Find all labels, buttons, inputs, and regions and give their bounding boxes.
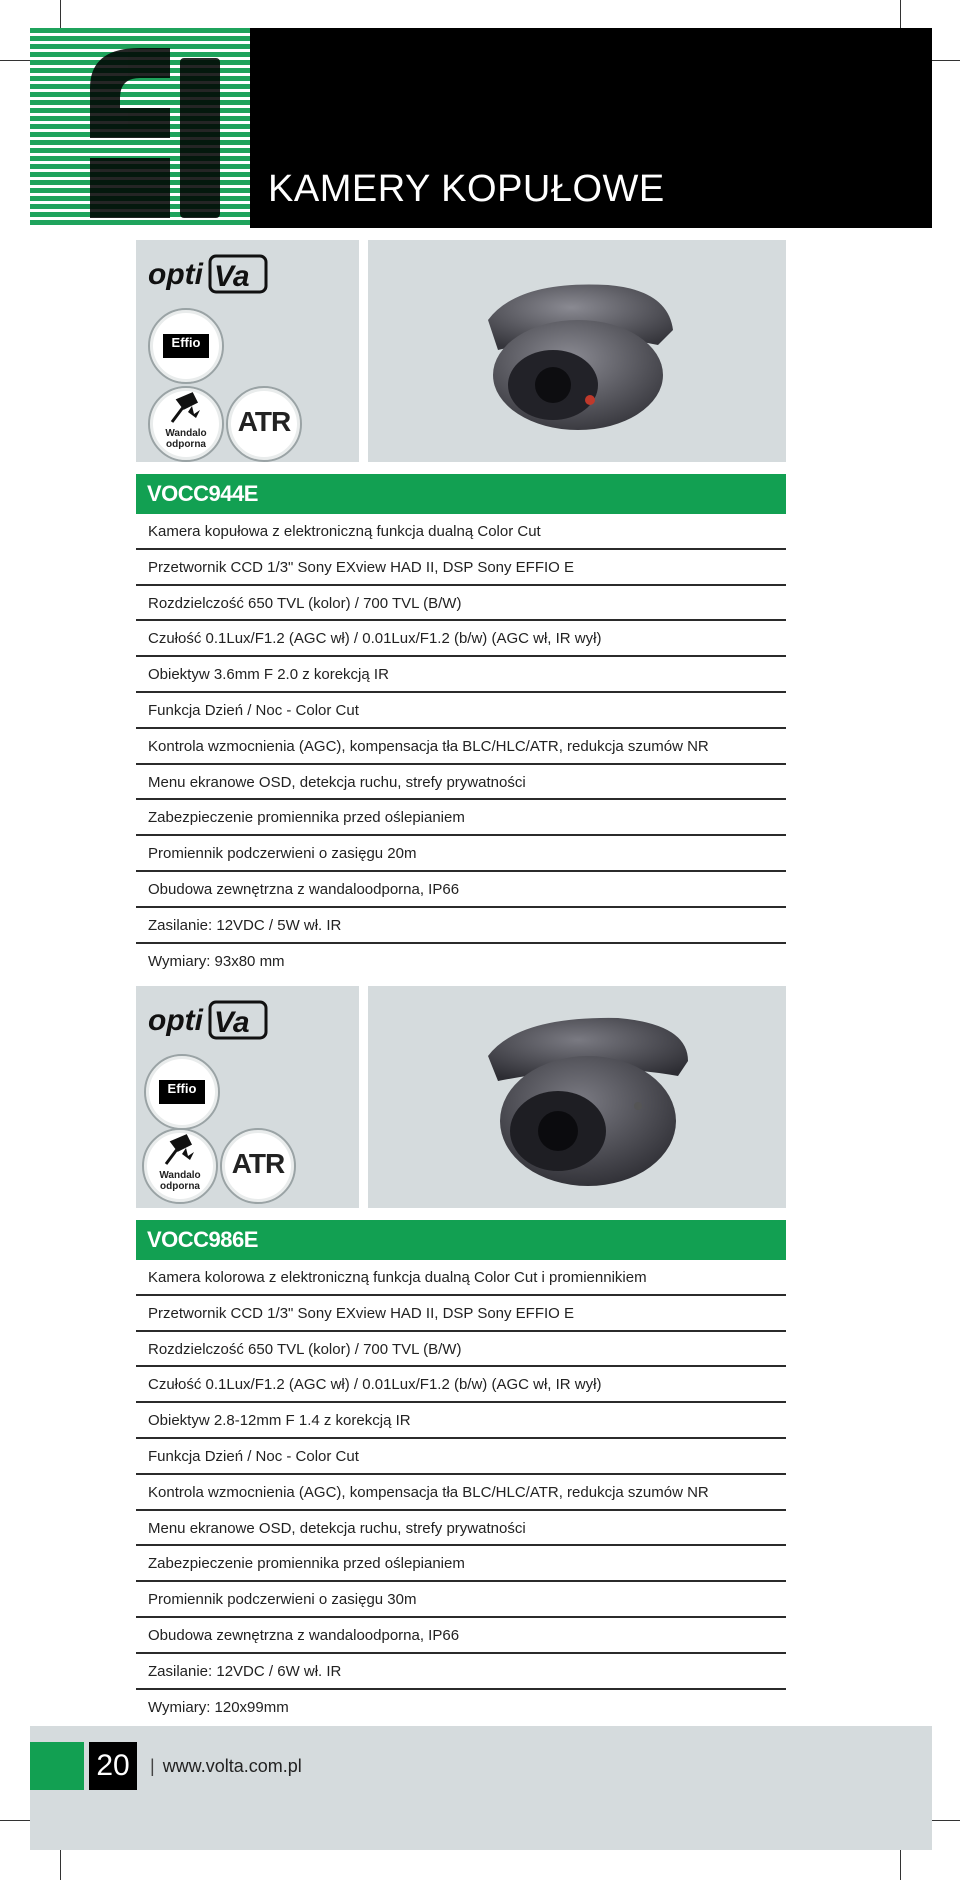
badge-panel <box>136 240 359 462</box>
spec-row: Przetwornik CCD 1/3" Sony EXview HAD II, DSP Sony EFFIO E <box>136 1296 786 1332</box>
atr-label: ATR <box>237 406 291 437</box>
product-card <box>136 986 786 1726</box>
atr-label: ATR <box>231 1148 285 1179</box>
separator: | <box>150 1756 155 1776</box>
footer-accent <box>30 1742 84 1790</box>
effio-label: Effio <box>159 1080 205 1104</box>
spec-row: Wymiary: 93x80 mm <box>148 952 285 970</box>
vandal-label: Wandalo odporna <box>159 1170 201 1192</box>
svg-text:opti: opti <box>148 1004 203 1037</box>
spec-list <box>136 514 786 977</box>
spec-row: Wymiary: 120x99mm <box>148 1698 289 1716</box>
hammer-icon <box>162 1134 198 1168</box>
dome-camera-image <box>488 1016 688 1196</box>
spec-row: Czułość 0.1Lux/F1.2 (AGC wł) / 0.01Lux/F1.2 (b/w) (AGC wł, IR wył) <box>136 1367 786 1403</box>
spec-row: Przetwornik CCD 1/3" Sony EXview HAD II, DSP Sony EFFIO E <box>136 550 786 586</box>
vandal-proof-badge <box>142 1128 218 1204</box>
vandal-label: Wandalo odporna <box>165 428 207 450</box>
spec-row: Menu ekranowe OSD, detekcja ruchu, strefy prywatności <box>136 1511 786 1547</box>
effio-badge <box>144 1054 220 1130</box>
svg-text:opti: opti <box>148 258 203 291</box>
spec-list <box>136 1260 786 1723</box>
product-photo <box>368 986 786 1208</box>
hammer-icon <box>168 392 204 426</box>
spec-row: Kontrola wzmocnienia (AGC), kompensacja tła BLC/HLC/ATR, redukcja szumów NR <box>136 1475 786 1511</box>
badge-panel <box>136 986 359 1208</box>
optiva-logo <box>146 250 270 303</box>
spec-row: Obudowa zewnętrzna z wandaloodporna, IP66 <box>136 872 786 908</box>
product-card <box>136 240 786 980</box>
atr-badge <box>220 1128 296 1204</box>
model-name: VOCC986E <box>147 1227 258 1252</box>
spec-row: Funkcja Dzień / Noc - Color Cut <box>136 1439 786 1475</box>
spec-row: Czułość 0.1Lux/F1.2 (AGC wł) / 0.01Lux/F1.2 (b/w) (AGC wł, IR wył) <box>136 621 786 657</box>
spec-row: Promiennik podczerwieni o zasięgu 30m <box>136 1582 786 1618</box>
spec-row: Promiennik podczerwieni o zasięgu 20m <box>136 836 786 872</box>
product-photo <box>368 240 786 462</box>
svg-text:Va: Va <box>214 1006 250 1039</box>
model-header <box>136 1220 786 1260</box>
website-link[interactable]: www.volta.com.pl <box>162 1756 302 1776</box>
spec-row: Obiektyw 2.8-12mm F 1.4 z korekcją IR <box>136 1403 786 1439</box>
spec-row: Obudowa zewnętrzna z wandaloodporna, IP66 <box>136 1618 786 1654</box>
svg-text:Va: Va <box>214 260 250 293</box>
footer-url-block <box>150 1756 302 1777</box>
effio-badge <box>148 308 224 384</box>
spec-row: Zabezpieczenie promiennika przed oślepianiem <box>136 800 786 836</box>
footer-bar <box>30 1726 932 1850</box>
header-logo-graphic <box>30 28 250 228</box>
vandal-proof-badge <box>148 386 224 462</box>
spec-row: Zasilanie: 12VDC / 6W wł. IR <box>136 1654 786 1690</box>
spec-row: Rozdzielczość 650 TVL (kolor) / 700 TVL (B/W) <box>136 1332 786 1368</box>
spec-row: Kamera kopułowa z elektroniczną funkcja dualną Color Cut <box>136 514 786 550</box>
page-title: KAMERY KOPUŁOWE <box>268 168 665 210</box>
spec-row: Kamera kolorowa z elektroniczną funkcja dualną Color Cut i promiennikiem <box>136 1260 786 1296</box>
optiva-logo <box>146 996 270 1049</box>
spec-row: Obiektyw 3.6mm F 2.0 z korekcją IR <box>136 657 786 693</box>
effio-label: Effio <box>163 334 209 358</box>
atr-badge <box>226 386 302 462</box>
spec-row: Funkcja Dzień / Noc - Color Cut <box>136 693 786 729</box>
model-name: VOCC944E <box>147 481 258 506</box>
spec-row: Kontrola wzmocnienia (AGC), kompensacja tła BLC/HLC/ATR, redukcja szumów NR <box>136 729 786 765</box>
spec-row: Zasilanie: 12VDC / 5W wł. IR <box>136 908 786 944</box>
spec-row: Rozdzielczość 650 TVL (kolor) / 700 TVL (B/W) <box>136 586 786 622</box>
spec-row: Menu ekranowe OSD, detekcja ruchu, strefy prywatności <box>136 765 786 801</box>
page-number: 20 <box>89 1742 137 1790</box>
model-header <box>136 474 786 514</box>
dome-camera-image <box>478 260 678 440</box>
spec-row: Zabezpieczenie promiennika przed oślepianiem <box>136 1546 786 1582</box>
